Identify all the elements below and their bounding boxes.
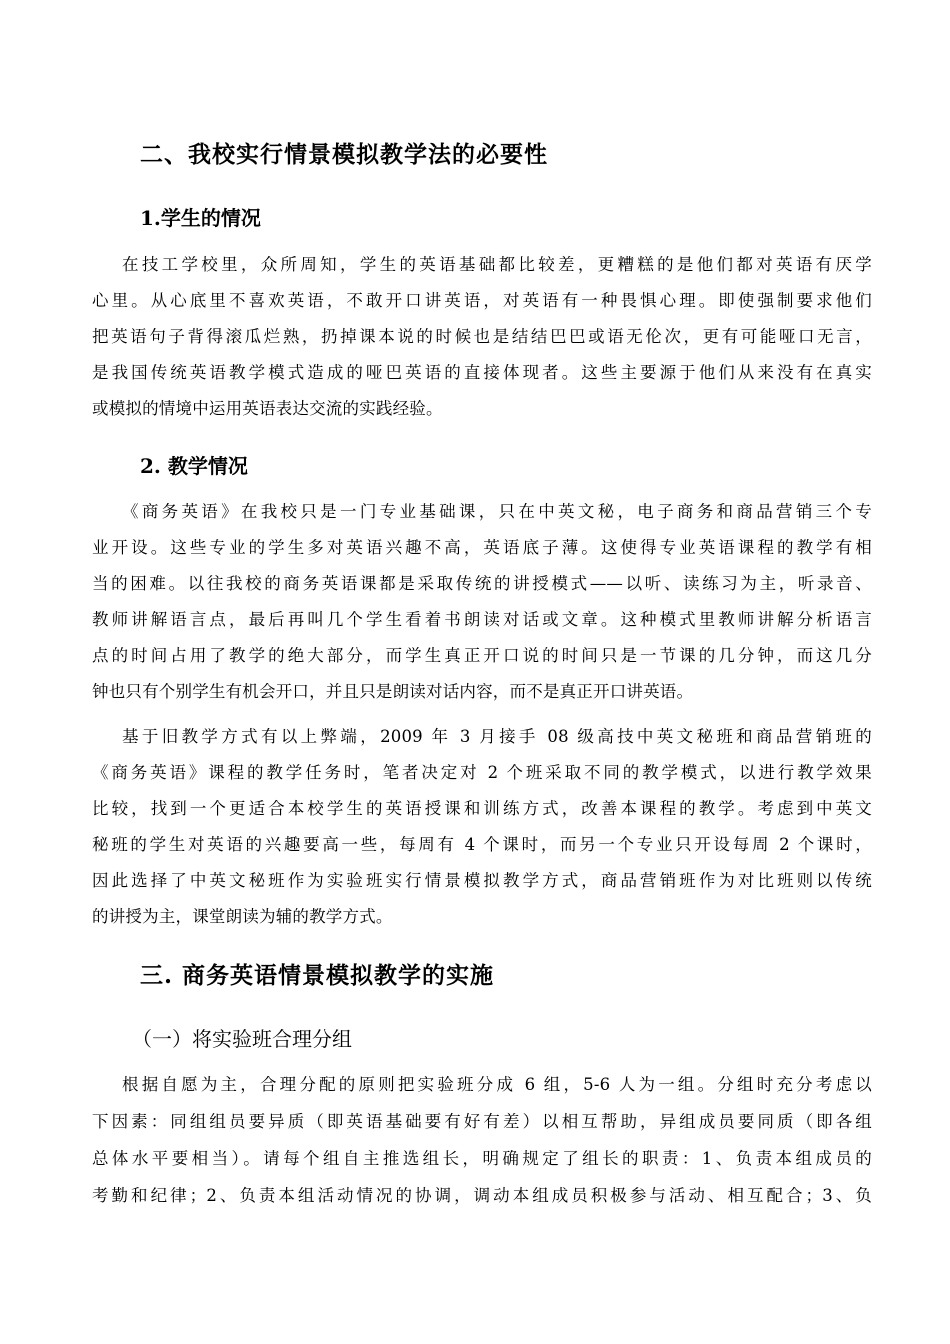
- paragraph-line: 秘班的学生对英语的兴趣要高一些，每周有 4 个课时，而另一个专业只开设每周 2 个课时，: [92, 835, 872, 854]
- paragraph-line: 总体水平要相当）。请每个组自主推选组长，明确规定了组长的职责：1、负责本组成员的: [92, 1149, 872, 1168]
- paragraph-line: 点的时间占用了教学的绝大部分，而学生真正开口说的时间只是一节课的几分钟，而这几分: [92, 646, 872, 665]
- subsection-grouping-heading: （一）将实验班合理分组: [132, 1027, 352, 1051]
- paragraph-line: 下因素：同组组员要异质（即英语基础要有好有差）以相互帮助，异组成员要同质（即各组: [92, 1112, 872, 1131]
- paragraph-line: 当的困难。以往我校的商务英语课都是采取传统的讲授模式——以听、读练习为主，听录音、: [92, 574, 872, 593]
- paragraph-line: 是我国传统英语教学模式造成的哑巴英语的直接体现者。这些主要源于他们从来没有在真实: [92, 363, 872, 382]
- paragraph-line: 教师讲解语言点，最后再叫几个学生看着书朗读对话或文章。这种模式里教师讲解分析语言: [92, 610, 872, 629]
- paragraph-line: 业开设。这些专业的学生多对英语兴趣不高，英语底子薄。这使得专业英语课程的教学有相: [92, 538, 872, 557]
- subsection-teaching-situation-heading: 2. 教学情况: [140, 454, 248, 478]
- paragraph-line: 的讲授为主，课堂朗读为辅的教学方式。: [92, 907, 393, 926]
- paragraph-line: 把英语句子背得滚瓜烂熟，扔掉课本说的时候也是结结巴巴或语无伦次，更有可能哑口无言，: [92, 327, 872, 346]
- paragraph-line: 因此选择了中英文秘班作为实验班实行情景模拟教学方式，商品营销班作为对比班则以传统: [92, 871, 872, 890]
- subsection-student-situation-heading: 1.学生的情况: [140, 206, 261, 230]
- paragraph-line: 《商务英语》课程的教学任务时，笔者决定对 2 个班采取不同的教学模式，以进行教学效果: [92, 763, 872, 782]
- section-2-heading: 二、我校实行情景模拟教学法的必要性: [140, 141, 548, 168]
- section-3-heading: 三. 商务英语情景模拟教学的实施: [140, 962, 495, 989]
- paragraph-line: 或模拟的情境中运用英语表达交流的实践经验。: [92, 399, 443, 418]
- paragraph-line: 比较，找到一个更适合本校学生的英语授课和训练方式，改善本课程的教学。考虑到中英文: [92, 799, 872, 818]
- paragraph-line: 心里。从心底里不喜欢英语，不敢开口讲英语，对英语有一种畏惧心理。即使强制要求他们: [92, 291, 872, 310]
- paragraph-line: 基于旧教学方式有以上弊端，2009 年 3 月接手 08 级高技中英文秘班和商品营销班的: [122, 727, 872, 746]
- paragraph-line: 考勤和纪律；2、负责本组活动情况的协调，调动本组成员积极参与活动、相互配合；3、负: [92, 1186, 872, 1205]
- paragraph-line: 《商务英语》在我校只是一门专业基础课，只在中英文秘，电子商务和商品营销三个专: [122, 502, 872, 521]
- paragraph-line: 在技工学校里，众所周知，学生的英语基础都比较差，更糟糕的是他们都对英语有厌学: [122, 255, 872, 274]
- paragraph-line: 钟也只有个别学生有机会开口，并且只是朗读对话内容，而不是真正开口讲英语。: [92, 682, 694, 701]
- paragraph-line: 根据自愿为主，合理分配的原则把实验班分成 6 组，5-6 人为一组。分组时充分考虑以: [122, 1075, 872, 1094]
